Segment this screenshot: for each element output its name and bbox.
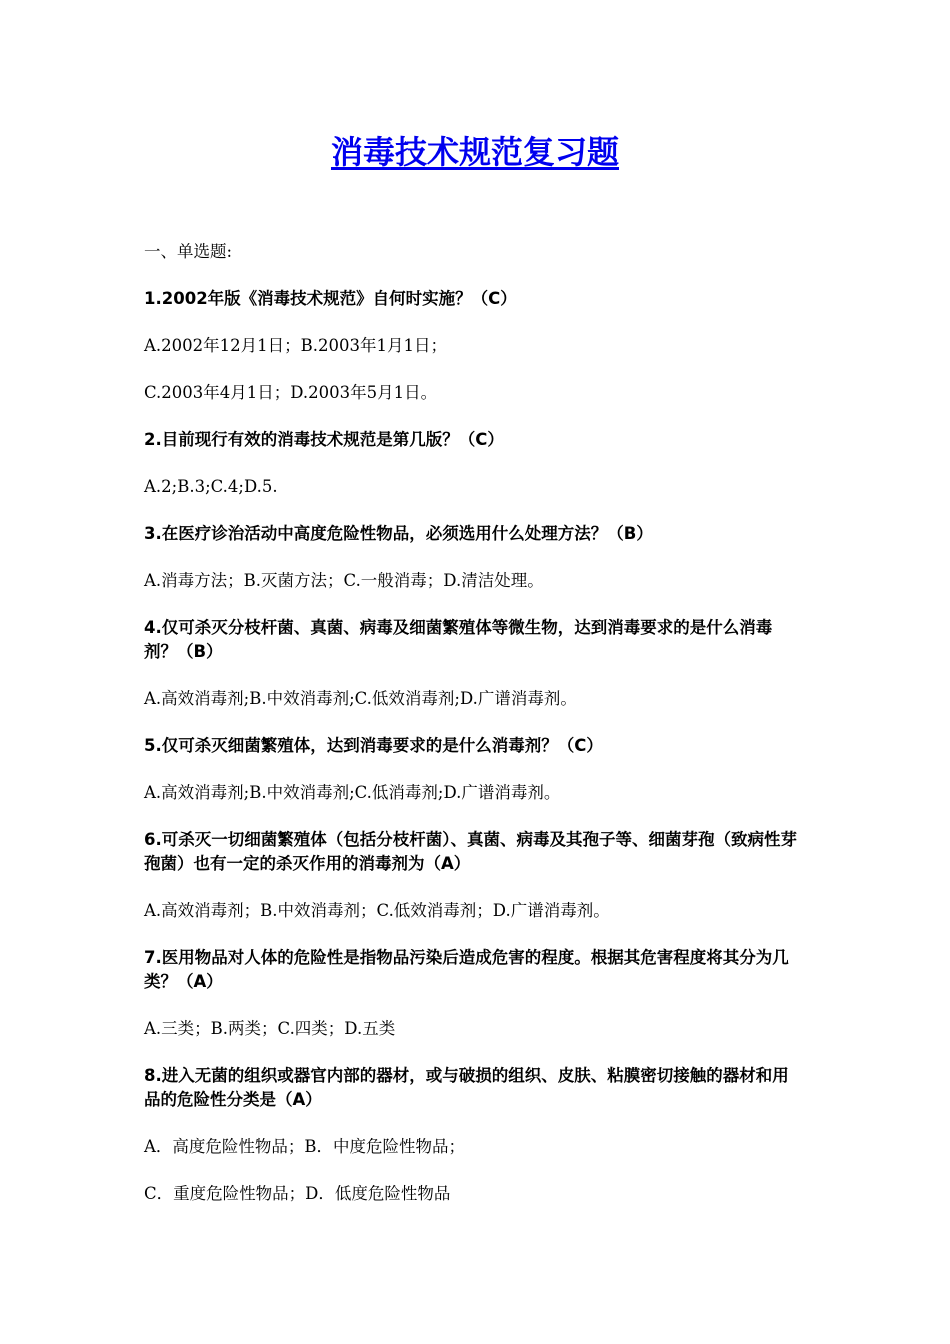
question-7-options: A.三类；B.两类；C.四类；D.五类 [144,1019,396,1038]
question-4-options: A.高效消毒剂;B.中效消毒剂;C.低效消毒剂;D.广谱消毒剂。 [144,689,577,708]
question-8-options-line-1: A．高度危险性物品；B．中度危险性物品； [144,1137,466,1156]
section-heading: 一、单选题: [144,242,233,261]
question-2: 2.目前现行有效的消毒技术规范是第几版？（C） [144,430,504,449]
document-body [144,240,804,1229]
document-title-link[interactable]: 消毒技术规范复习题 [330,133,619,171]
question-2-options: A.2;B.3;C.4;D.5. [144,477,278,496]
question-6-options: A.高效消毒剂；B.中效消毒剂；C.低效消毒剂；D.广谱消毒剂。 [144,901,610,920]
question-5-options: A.高效消毒剂;B.中效消毒剂;C.低消毒剂;D.广谱消毒剂。 [144,783,561,802]
question-1-options-line-1: A.2002年12月1日；B.2003年1月1日； [144,336,448,355]
question-1-options-line-2: C.2003年4月1日；D.2003年5月1日。 [144,383,438,402]
question-6: 6.可杀灭一切细菌繁殖体（包括分枝杆菌）、真菌、病毒及其孢子等、细菌芽孢（致病性芽孢菌）也有一定的杀灭作用的消毒剂为（A） [144,830,797,873]
question-3-options: A.消毒方法；B.灭菌方法；C.一般消毒；D.清洁处理。 [144,571,544,590]
question-8-options-line-2: C．重度危险性物品；D．低度危险性物品 [144,1184,451,1203]
question-1: 1.2002年版《消毒技术规范》自何时实施？（C） [144,289,517,308]
question-3: 3.在医疗诊治活动中高度危险性物品，必须选用什么处理方法？（B） [144,524,653,543]
question-5: 5.仅可杀灭细菌繁殖体，达到消毒要求的是什么消毒剂？（C） [144,736,603,755]
question-8: 8.进入无菌的组织或器官内部的器材，或与破损的组织、皮肤、粘膜密切接触的器材和用品的危险性分类是（A） [144,1066,789,1109]
question-4: 4.仅可杀灭分枝杆菌、真菌、病毒及细菌繁殖体等微生物，达到消毒要求的是什么消毒剂？（B） [144,618,773,661]
question-7: 7.医用物品对人体的危险性是指物品污染后造成危害的程度。根据其危害程度将其分为几类？（A） [144,948,789,991]
